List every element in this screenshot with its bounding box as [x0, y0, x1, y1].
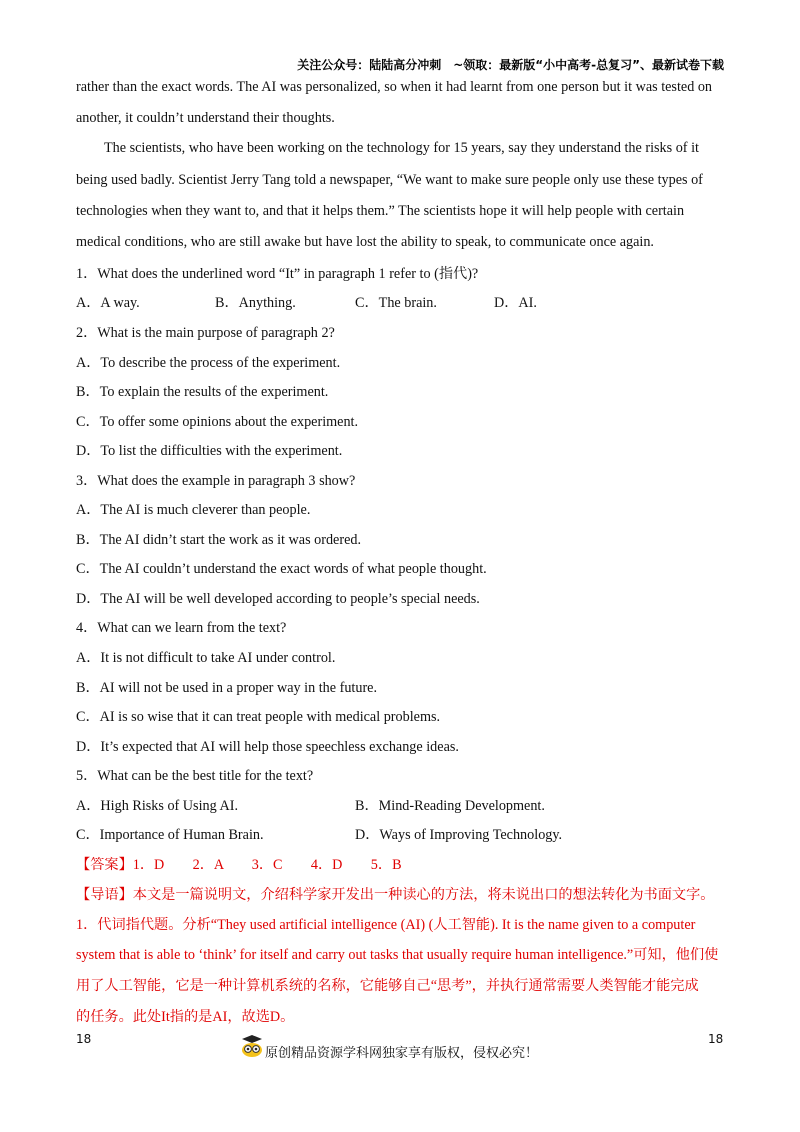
- q4-option-a: A．It is not difficult to take AI under control.: [76, 650, 336, 666]
- q1-option-a: A．A way.: [76, 295, 140, 311]
- q5-option-b: B．Mind-Reading Development.: [355, 798, 545, 814]
- q2-option-b: B．To explain the results of the experiment.: [76, 384, 329, 400]
- question-2: 2．What is the main purpose of paragraph 2?: [76, 325, 335, 341]
- q4-option-b: B．AI will not be used in a proper way in the future.: [76, 680, 378, 696]
- question-4: 4．What can we learn from the text?: [76, 620, 287, 636]
- passage-line: medical conditions, who are still awake but have lost the ability to speak, to communicate once again.: [76, 234, 654, 250]
- q4-option-c: C．AI is so wise that it can treat people with medical problems.: [76, 709, 441, 725]
- q3-option-a: A．The AI is much cleverer than people.: [76, 502, 311, 518]
- explanation-line: system that is able to ‘think’ for itself and carry out tasks that usually require human intelligence.”可知，他们使: [76, 947, 719, 963]
- copyright-notice: 原创精品资源学科网独家享有版权，侵权必究！: [265, 1046, 539, 1061]
- page-number-left: 18: [76, 1032, 92, 1046]
- q3-option-c: C．The AI couldn’t understand the exact words of what people thought.: [76, 561, 487, 577]
- q3-option-b: B．The AI didn’t start the work as it was ordered.: [76, 532, 362, 548]
- q5-option-a: A．High Risks of Using AI.: [76, 798, 238, 814]
- question-3: 3．What does the example in paragraph 3 show?: [76, 473, 356, 489]
- passage-line: technologies when they want to, and that it helps them.” The scientists hope it will help people with certain: [76, 203, 685, 219]
- passage-line: The scientists, who have been working on the technology for 15 years, say they understand the risks of it: [104, 140, 699, 156]
- q1-option-c: C．The brain.: [355, 295, 437, 311]
- answer-key: 【答案】1．D 2．A 3．C 4．D 5．B: [76, 857, 402, 873]
- q2-option-d: D．To list the difficulties with the experiment.: [76, 443, 343, 459]
- question-1: 1．What does the underlined word “It” in paragraph 1 refer to (指代)?: [76, 266, 479, 282]
- q1-option-b: B．Anything.: [215, 295, 296, 311]
- passage-line: rather than the exact words. The AI was personalized, so when it had learnt from one person but it was tested on: [76, 79, 713, 95]
- answer-guide: 【导语】本文是一篇说明文，介绍科学家开发出一种读心的方法，将未说出口的想法转化为书面文字。: [76, 887, 715, 903]
- q5-option-c: C．Importance of Human Brain.: [76, 827, 264, 843]
- page-number-right: 18: [708, 1032, 724, 1046]
- explanation-line: 用了人工智能，它是一种计算机系统的名称，它能够自己“思考”，并执行通常需要人类智能才能完成: [76, 978, 699, 994]
- passage-line: being used badly. Scientist Jerry Tang told a newspaper, “We want to make sure people only use these types of: [76, 172, 703, 188]
- owl-logo-icon: [240, 1034, 264, 1058]
- page-header: 关注公众号：陆陆高分冲刺 ~领取：最新版“小中高考-总复习”、最新试卷下载: [297, 58, 724, 72]
- q4-option-d: D．It’s expected that AI will help those speechless exchange ideas.: [76, 739, 459, 755]
- question-5: 5．What can be the best title for the text?: [76, 768, 314, 784]
- explanation-line: 的任务。此处It指的是AI，故选D。: [76, 1009, 295, 1025]
- q2-option-c: C．To offer some opinions about the experiment.: [76, 414, 359, 430]
- passage-line: another, it couldn’t understand their thoughts.: [76, 110, 335, 126]
- q1-option-d: D．AI.: [494, 295, 537, 311]
- q3-option-d: D．The AI will be well developed according to people’s special needs.: [76, 591, 480, 607]
- q2-option-a: A．To describe the process of the experiment.: [76, 355, 341, 371]
- explanation-line: 1．代词指代题。分析“They used artificial intelligence (AI) (人工智能). It is the name given to a computer: [76, 917, 696, 933]
- q5-option-d: D．Ways of Improving Technology.: [355, 827, 563, 843]
